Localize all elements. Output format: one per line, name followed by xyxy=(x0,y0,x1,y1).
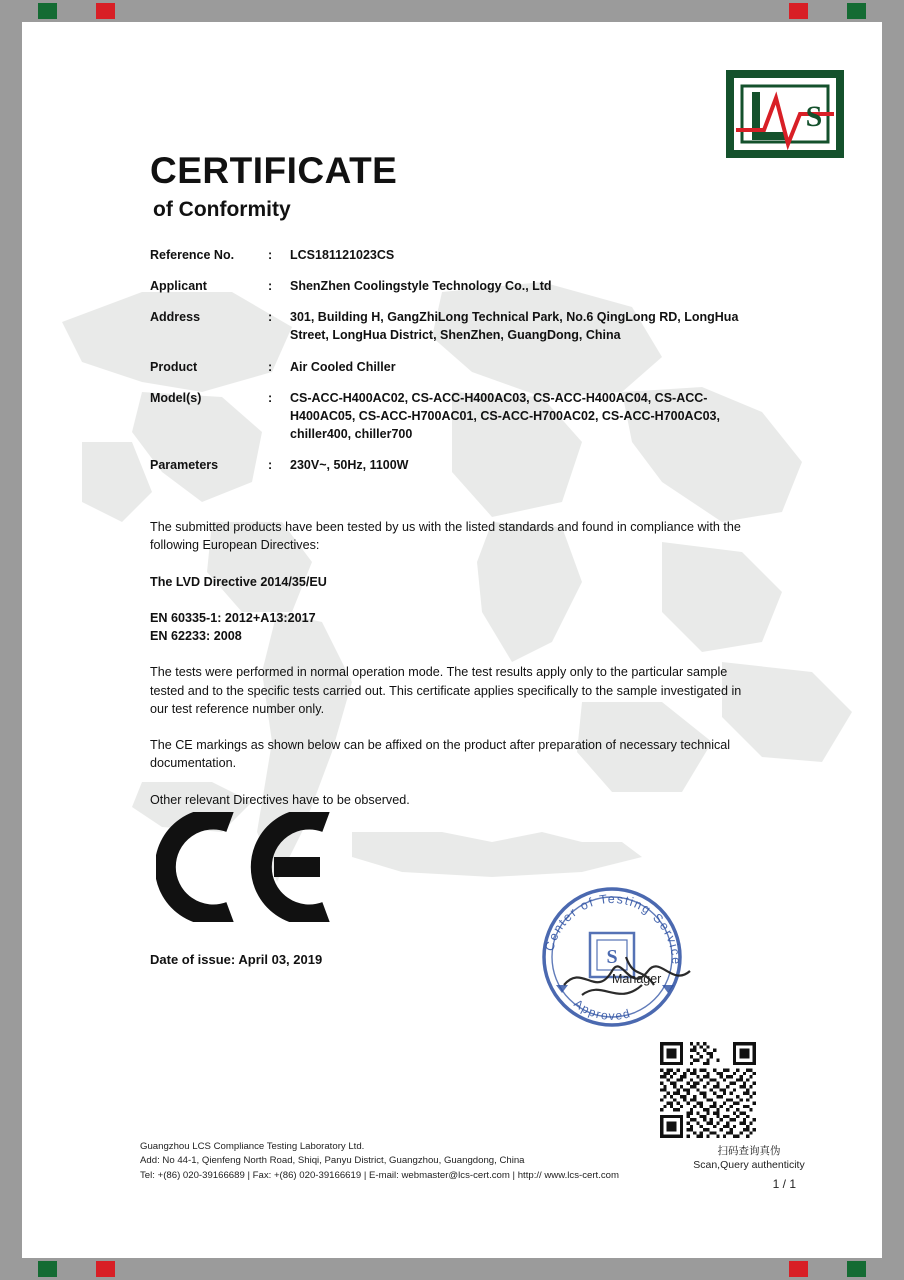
qr-caption-en: Scan,Query authenticity xyxy=(693,1159,805,1172)
field-colon: : xyxy=(268,390,273,405)
field-colon: : xyxy=(268,279,273,294)
svg-text:Center of Testing Service: Center of Testing Service xyxy=(542,891,684,966)
field-colon: : xyxy=(268,359,273,374)
field-label: Applicant xyxy=(150,279,207,294)
footer-address: Add: No 44-1, Qienfeng North Road, Shiqi, Panyu District, Guangzhou, Guangdong, China xyxy=(140,1155,525,1167)
field-value: ShenZhen Coolingstyle Technology Co., Ltd xyxy=(290,279,552,294)
directive-line: The LVD Directive 2014/35/EU xyxy=(150,574,327,589)
frame-bottom-border xyxy=(0,1258,904,1280)
ce-mark-icon xyxy=(156,812,336,922)
field-value: 230V~, 50Hz, 1100W xyxy=(290,458,409,472)
field-row xyxy=(150,277,760,295)
field-label: Reference No. xyxy=(150,248,235,262)
accent-square-red xyxy=(96,1261,115,1277)
field-label: Address xyxy=(150,310,201,325)
qr-caption xyxy=(654,1144,844,1172)
accent-square-green xyxy=(38,3,57,19)
field-colon: : xyxy=(268,458,273,472)
test-paragraph: The tests were performed in normal operation mode. The test results apply only to the particular sample tested and to the specific tests carried out. This certificate applies specifically to the sample investigated in our test reference number only. xyxy=(150,665,742,716)
svg-text:S: S xyxy=(606,946,618,968)
accent-square-green xyxy=(38,1261,57,1277)
ce-marking-paragraph: The CE markings as shown below can be affixed on the product after preparation of necessary technical documentation. xyxy=(150,738,731,771)
fields-table xyxy=(150,246,760,487)
qr-caption-cn: 扫码查询真伪 xyxy=(717,1145,781,1157)
field-label: Model(s) xyxy=(150,390,202,405)
intro-paragraph: The submitted products have been tested by us with the listed standards and found in compliance with the following European Directives: xyxy=(150,520,741,553)
footer-contact: Tel: +(86) 020-39166689 | Fax: +(86) 020-39166619 | E-mail: webmaster@lcs-cert.com | http:// www.lcs-cert.com xyxy=(140,1169,619,1181)
field-value: Air Cooled Chiller xyxy=(290,359,396,374)
field-row xyxy=(150,389,760,443)
other-directives-paragraph: Other relevant Directives have to be observed. xyxy=(150,792,410,807)
qr-code xyxy=(660,1042,756,1138)
field-colon: : xyxy=(268,248,273,262)
frame-right-border xyxy=(882,0,904,1280)
issue-date: Date of issue: April 03, 2019 xyxy=(150,952,323,967)
field-row xyxy=(150,246,760,264)
footer xyxy=(140,1140,619,1183)
field-value: CS-ACC-H400AC02, CS-ACC-H400AC03, CS-ACC-H400AC04, CS-ACC-H400AC05, CS-ACC-H700AC01, CS-ACC-H700AC02, CS-ACC-H700AC03, chiller400, chiller700 xyxy=(290,390,720,441)
svg-text:Approved: Approved xyxy=(571,996,633,1023)
frame-left-border xyxy=(0,0,22,1280)
page-number: 1 / 1 xyxy=(772,1177,796,1191)
standard-line: EN 62233: 2008 xyxy=(150,629,242,643)
field-label: Parameters xyxy=(150,458,219,472)
accent-square-green xyxy=(847,3,866,19)
signature-title: Manager xyxy=(612,972,662,986)
field-label: Product xyxy=(150,359,198,374)
field-colon: : xyxy=(268,310,273,325)
svg-text:S: S xyxy=(805,100,823,133)
certificate-body xyxy=(22,22,882,1258)
accent-square-red xyxy=(789,3,808,19)
page-title: CERTIFICATE xyxy=(150,150,398,191)
accent-square-red xyxy=(789,1261,808,1277)
lcs-logo-icon xyxy=(726,70,844,158)
footer-company: Guangzhou LCS Compliance Testing Laboratory Ltd. xyxy=(140,1141,365,1152)
page-subtitle: of Conformity xyxy=(153,198,291,221)
body-text xyxy=(150,518,750,822)
accent-square-red xyxy=(96,3,115,19)
standard-line: EN 60335-1: 2012+A13:2017 xyxy=(150,610,316,625)
field-value: LCS181121023CS xyxy=(290,248,395,262)
field-row xyxy=(150,456,760,474)
approval-stamp xyxy=(522,867,702,1047)
field-value: 301, Building H, GangZhiLong Technical Park, No.6 QingLong RD, LongHua Street, LongHua District, ShenZhen, GuangDong, China xyxy=(290,310,739,343)
frame-top-border xyxy=(0,0,904,22)
accent-square-green xyxy=(847,1261,866,1277)
field-row xyxy=(150,358,760,376)
field-row xyxy=(150,308,760,344)
